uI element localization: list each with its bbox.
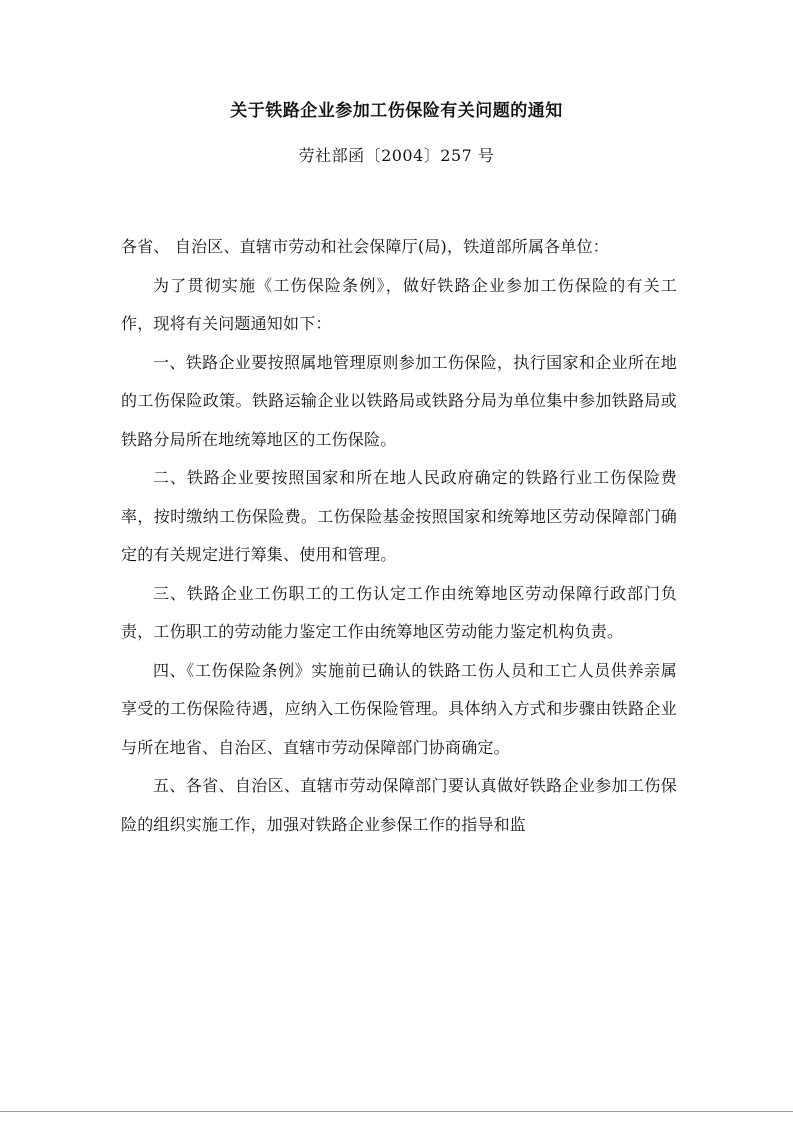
paragraph-item-2: 二、铁路企业要按照国家和所在地人民政府确定的铁路行业工伤保险费率，按时缴纳工伤保险费。工伤保险基金按照国家和统筹地区劳动保障部门确定的有关规定进行筹集、使用和管理。 — [121, 468, 677, 564]
document-number: 劳社部函〔2004〕257 号 — [298, 146, 495, 165]
document-body — [121, 228, 677, 844]
paragraph-item-1: 一、铁路企业要按照属地管理原则参加工伤保险，执行国家和企业所在地的工伤保险政策。铁路运输企业以铁路局或铁路分局为单位集中参加铁路局或铁路分局所在地统筹地区的工伤保险。 — [121, 352, 677, 449]
salutation: 各省、 自治区、直辖市劳动和社会保障厅(局)，铁道部所属各单位： — [121, 237, 609, 256]
document-title: 关于铁路企业参加工伤保险有关问题的通知 — [230, 101, 563, 121]
paragraph-item-4: 四、《工伤保险条例》实施前已确认的铁路工伤人员和工亡人员供养亲属享受的工伤保险待遇，应纳入工伤保险管理。具体纳入方式和步骤由铁路企业与所在地省、自治区、直辖市劳动保障部门协商确定。 — [121, 660, 677, 757]
paragraph-intro: 为了贯彻实施《工伤保险条例》，做好铁路企业参加工伤保险的有关工作，现将有关问题通知如下： — [121, 275, 677, 333]
paragraph-item-5: 五、各省、自治区、直辖市劳动保障部门要认真做好铁路企业参加工伤保险的组织实施工作，加强对铁路企业参保工作的指导和监 — [121, 776, 677, 834]
page-bottom-divider — [0, 1111, 793, 1112]
paragraph-item-3: 三、铁路企业工伤职工的工伤认定工作由统筹地区劳动保障行政部门负责，工伤职工的劳动能力鉴定工作由统筹地区劳动能力鉴定机构负责。 — [121, 583, 677, 641]
